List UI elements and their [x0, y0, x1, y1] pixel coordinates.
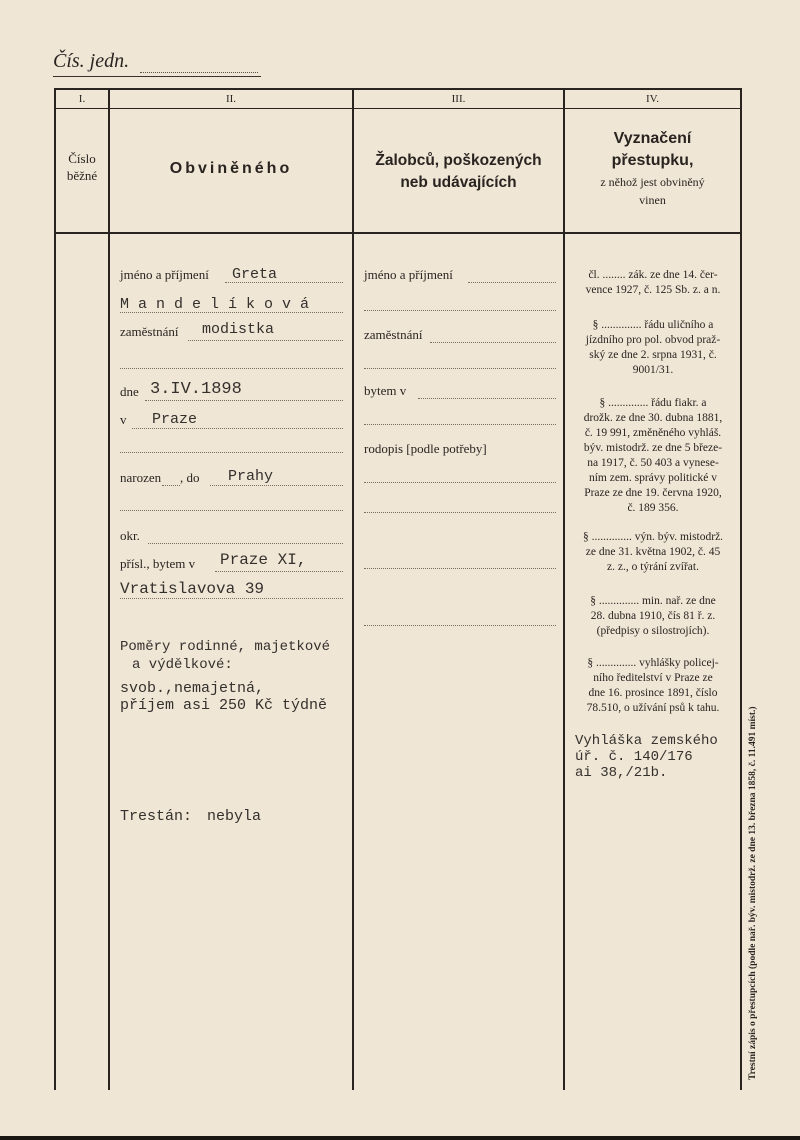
offence-paragraph-2	[573, 318, 733, 378]
offence-paragraph-1	[573, 268, 733, 298]
accused-family-label-line2: a výdělkové:	[132, 657, 233, 673]
accused-place-label: v	[120, 412, 127, 427]
accused-date: 3.IV.1898	[150, 380, 242, 399]
plaintiff-residence-label: bytem v	[364, 383, 407, 398]
offence-p3-line: býv. mistodrž. ze dne 5 březe-	[583, 442, 723, 454]
plaintiff-name-label: jméno a příjmení	[364, 267, 453, 282]
offence-p6-line: dne 16. prosince 1891, číslo	[588, 687, 718, 699]
col1-number: I.	[78, 93, 86, 105]
accused-born-to: Prahy	[228, 468, 274, 485]
table-top-border	[54, 88, 742, 90]
accused-occupation-line	[188, 340, 343, 341]
accused-domicile-label: přísl., bytem v	[120, 556, 196, 571]
accused-blank-line-2	[120, 452, 343, 453]
offence-p5-line: § .............. min. nař. ze dne	[590, 595, 716, 607]
offence-p1-line: čl. ........ zák. ze dne 14. čer-	[588, 269, 718, 281]
offence-p2-line: § .............. řádu uličního a	[592, 319, 714, 331]
accused-district-line	[148, 543, 343, 544]
accused-occupation-label: zaměstnání	[120, 324, 179, 339]
col3-title	[354, 150, 563, 194]
accused-blank-line-1	[120, 368, 343, 369]
accused-family-label	[120, 638, 330, 674]
offence-typed-line2: úř. č. 140/176	[575, 749, 693, 765]
col2-title: Obviněného	[169, 160, 293, 177]
col-border-2	[352, 88, 354, 1090]
offence-p3-line: č. 189 356.	[627, 502, 679, 514]
accused-family-value-line1: svob.,nemajetná,	[120, 680, 265, 697]
accused-domicile: Praze XI,	[220, 551, 307, 569]
offence-p4-line: z. z., o týrání zvířat.	[607, 561, 699, 573]
offence-paragraph-6	[573, 656, 733, 716]
accused-born-label: narozen	[120, 470, 162, 485]
offence-p6-line: § .............. vyhlášky policej-	[587, 657, 719, 669]
accused-place-line	[132, 428, 343, 429]
plaintiff-residence-line	[418, 398, 556, 399]
plaintiff-name-line	[468, 282, 556, 283]
offence-p3-line: ním zem. správy politické v	[588, 472, 718, 484]
accused-name-label: jméno a příjmení	[120, 267, 209, 282]
cis-jedn-label: Čís. jedn.	[53, 50, 130, 72]
accused-street-line	[120, 598, 343, 599]
accused-born-line	[162, 485, 180, 486]
plaintiff-blank-line-7	[364, 625, 556, 626]
col4-title-line1: Vyznačení	[613, 130, 692, 147]
page-bottom-edge	[0, 1136, 800, 1140]
accused-last-name: M a n d e l í k o v á	[120, 296, 310, 313]
offence-p6-line: 78.510, o užívání psů k tahu.	[586, 702, 720, 714]
col4-title-line2: přestupku,	[611, 152, 694, 169]
col4-sub-line1: z něhož jest obviněný	[600, 175, 705, 189]
offence-paragraph-3	[573, 396, 733, 516]
col-border-1	[108, 88, 110, 1090]
accused-first-name: Greta	[232, 266, 278, 283]
offence-p3-line: č. 19 991, změněného vyhláš.	[584, 427, 722, 439]
accused-street: Vratislavova 39	[120, 580, 265, 598]
offence-p6-line: ního ředitelství v Praze ze	[593, 672, 713, 684]
accused-place: Praze	[152, 411, 198, 428]
offence-p3-line: § .............. řádu fiakr. a	[599, 397, 707, 409]
accused-punished-label: Trestán:	[120, 808, 193, 825]
plaintiff-blank-line-3	[364, 424, 556, 425]
plaintiff-blank-line-5	[364, 512, 556, 513]
accused-date-line	[145, 400, 343, 401]
accused-born-to-label: , do	[180, 470, 200, 485]
col-border-left	[54, 88, 56, 1090]
numbers-row-border	[54, 108, 742, 109]
side-note	[742, 560, 772, 1080]
header-rule	[53, 76, 261, 77]
plaintiff-blank-line-1	[364, 310, 556, 311]
col4-number: IV.	[646, 93, 659, 105]
accused-family-value-line2: příjem asi 250 Kč týdně	[120, 697, 328, 714]
offence-typed-line3: ai 38,/21b.	[575, 765, 668, 781]
offence-p4-line: § .............. výn. býv. mistodrž.	[582, 531, 724, 543]
offence-p3-line: na 1917, č. 50 403 a vynese-	[587, 457, 719, 469]
offence-p4-line: ze dne 31. května 1902, č. 45	[585, 546, 721, 558]
plaintiff-pedigree-label: rodopis [podle potřeby]	[364, 441, 487, 456]
side-note-text: Trestní zápis o přestupcích (podle nař. býv. mistodrž. ze dne 13. března 1858, č. 11.491 míst.)	[748, 706, 758, 1080]
plaintiff-blank-line-6	[364, 568, 556, 569]
offence-p2-line: ský ze dne 2. srpna 1931, č.	[589, 349, 717, 361]
col1-title-line2: běžné	[66, 168, 98, 183]
offence-typed	[575, 733, 739, 781]
accused-date-label: dne	[120, 384, 139, 399]
col-border-3	[563, 88, 565, 1090]
accused-punished	[120, 808, 261, 825]
accused-born-to-line	[210, 485, 343, 486]
accused-occupation: modistka	[202, 321, 275, 338]
col4-title	[565, 128, 740, 208]
offence-p2-line: jízdního pro pol. obvod praž-	[585, 334, 721, 346]
header-bottom-border	[54, 232, 742, 234]
col1-title-line1: Číslo	[68, 151, 96, 166]
cis-jedn-line	[140, 72, 258, 73]
plaintiff-occupation-label: zaměstnání	[364, 327, 423, 342]
offence-p2-line: 9001/31.	[632, 364, 674, 376]
accused-district-label: okr.	[120, 528, 140, 543]
offence-p5-line: 28. dubna 1910, čís 81 ř. z.	[590, 610, 716, 622]
accused-family-label-line1: Poměry rodinné, majetkové	[120, 639, 331, 655]
col3-title-line1: Žalobců, poškozených	[375, 152, 542, 169]
col3-number: III.	[451, 93, 466, 105]
col1-title	[56, 150, 108, 184]
offence-p3-line: drožk. ze dne 30. dubna 1881,	[583, 412, 723, 424]
offence-typed-line1: Vyhláška zemského	[575, 733, 718, 749]
col3-title-line2: neb udávajících	[400, 174, 517, 191]
plaintiff-blank-line-2	[364, 368, 556, 369]
col2-number: II.	[225, 93, 237, 105]
offence-paragraph-4	[573, 530, 733, 575]
col4-sub-line2: vinen	[639, 193, 666, 207]
accused-punished-value: nebyla	[207, 808, 262, 825]
plaintiff-occupation-line	[430, 342, 556, 343]
plaintiff-blank-line-4	[364, 482, 556, 483]
offence-paragraph-5	[573, 594, 733, 639]
accused-blank-line-3	[120, 510, 343, 511]
accused-domicile-line	[215, 571, 343, 572]
offence-p3-line: Praze ze dne 19. června 1920,	[584, 487, 722, 499]
accused-family-value	[120, 680, 327, 714]
offence-p5-line: (předpisy o silostrojích).	[596, 625, 710, 637]
offence-p1-line: vence 1927, č. 125 Sb. z. a n.	[585, 284, 721, 296]
